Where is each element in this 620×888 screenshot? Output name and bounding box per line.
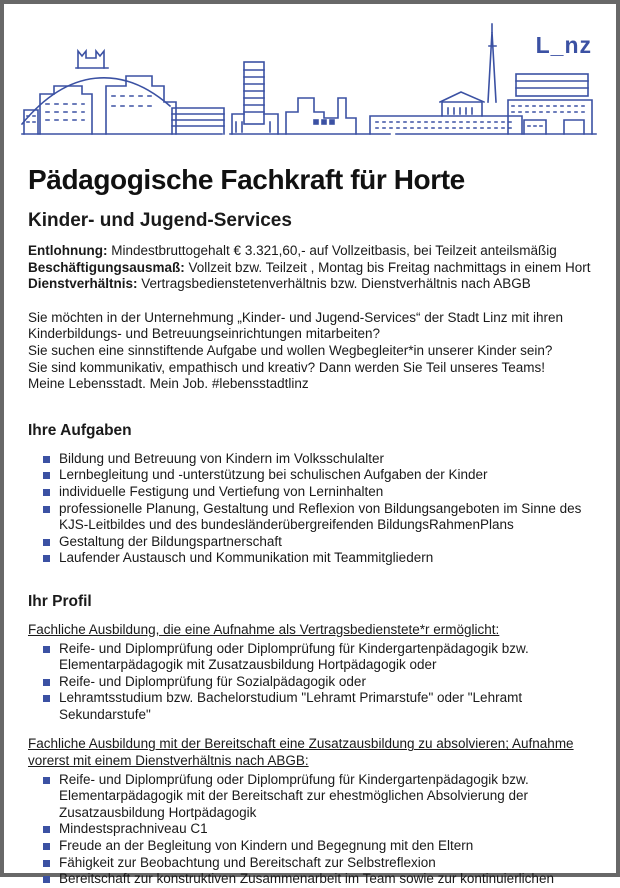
intro-line: Meine Lebensstadt. Mein Job. #lebensstadtlinz <box>28 376 309 392</box>
intro-line: Sie suchen eine sinnstiftende Aufgabe und wollen Wegbegleiter*in unserer Kinder sein? <box>28 342 553 358</box>
square-bullet-icon <box>43 843 50 850</box>
square-bullet-icon <box>43 695 50 702</box>
list-item-text: Mindestsprachniveau C1 <box>59 821 208 837</box>
meta-label: Beschäftigungsausmaß: <box>28 259 185 275</box>
intro-line: Sie sind kommunikativ, empathisch und kreativ? Dann werden Sie Teil unseres Teams! <box>28 359 546 375</box>
square-bullet-icon <box>43 826 50 833</box>
square-bullet-icon <box>43 506 50 513</box>
square-bullet-icon <box>43 555 50 562</box>
list-item-text: professionelle Planung, Gestaltung und Reflexion von Bildungsangeboten im Sinne des KJS-Leitbildes und des bundesländerübergreifenden BildungsRahmenPlans <box>59 500 582 533</box>
list-item <box>28 451 592 468</box>
list-item <box>28 821 592 838</box>
square-bullet-icon <box>43 860 50 867</box>
bullet-list <box>28 641 592 724</box>
meta-line <box>28 260 592 277</box>
list-item <box>28 871 592 888</box>
list-item <box>28 772 592 822</box>
list-item <box>28 855 592 872</box>
list-item <box>28 550 592 567</box>
list-item <box>28 467 592 484</box>
header-banner <box>18 16 602 140</box>
list-item-text: Freude an der Begleitung von Kindern und Begegnung mit den Eltern <box>59 838 474 854</box>
profil-group-1 <box>28 622 592 724</box>
bullet-list <box>28 772 592 888</box>
intro-paragraph <box>28 310 592 393</box>
list-item-text: Reife- und Diplomprüfung oder Diplomprüfung für Kindergartenpädagogik bzw. Elementarpädagogik mit Zusatzausbildung Hortpädagogik oder <box>59 640 529 673</box>
list-item-text: Gestaltung der Bildungspartnerschaft <box>59 533 282 549</box>
list-item <box>28 674 592 691</box>
job-meta-block <box>28 243 592 293</box>
section-heading: Ihre Aufgaben <box>28 421 132 439</box>
list-item <box>28 641 592 674</box>
meta-line <box>28 276 592 293</box>
section-heading: Ihr Profil <box>28 592 92 610</box>
section-profil <box>28 593 592 888</box>
meta-value: Vertragsbedienstetenverhältnis bzw. Dienstverhältnis nach ABGB <box>137 276 531 292</box>
list-item-text: Reife- und Diplomprüfung für Sozialpädagogik oder <box>59 673 366 689</box>
meta-label: Entlohnung: <box>28 243 108 258</box>
square-bullet-icon <box>43 777 50 784</box>
linz-skyline-illustration <box>18 16 602 140</box>
list-item-text: Lernbegleitung und -unterstützung bei schulischen Aufgaben der Kinder <box>59 467 488 483</box>
list-item <box>28 534 592 551</box>
square-bullet-icon <box>43 489 50 496</box>
list-item <box>28 838 592 855</box>
bullet-list <box>28 451 592 567</box>
linz-logo: L_nz <box>535 32 592 58</box>
square-bullet-icon <box>43 539 50 546</box>
square-bullet-icon <box>43 456 50 463</box>
list-item-text: Lehramtsstudium bzw. Bachelorstudium "Lehramt Primarstufe" oder "Lehramt Sekundarstufe" <box>59 690 523 722</box>
meta-value: Vollzeit bzw. Teilzeit , Montag bis Freitag nachmittags in einem Hort <box>184 259 591 275</box>
square-bullet-icon <box>43 876 50 883</box>
list-item-text: Fähigkeit zur Beobachtung und Bereitschaft zur Selbstreflexion <box>59 854 436 870</box>
square-bullet-icon <box>43 472 50 479</box>
list-item-text: individuelle Festigung und Vertiefung von Lerninhalten <box>59 483 384 499</box>
list-item <box>28 484 592 501</box>
meta-label: Dienstverhältnis: <box>28 276 138 292</box>
list-item-text: Bereitschaft zur konstruktiven Zusammenarbeit im Team sowie zur kontinuierlichen <box>59 871 554 887</box>
group-intro: Fachliche Ausbildung, die eine Aufnahme als Vertragsbedienstete*r ermöglicht: <box>28 621 500 637</box>
square-bullet-icon <box>43 679 50 686</box>
list-item <box>28 501 592 534</box>
list-item-text: Laufender Austausch und Kommunikation mit Teammitgliedern <box>59 550 434 566</box>
intro-line: Sie möchten in der Unternehmung „Kinder- und Jugend-Services“ der Stadt Linz mit ihren Kinderbildungs- und Betreuungseinrichtungen mitarbeiten? <box>28 309 564 342</box>
list-item-text: Reife- und Diplomprüfung oder Diplomprüfung für Kindergartenpädagogik bzw. Elementarpädagogik mit der Bereitschaft zur ehestmöglichen Absolvierung der Zusatzausbildung Hortpädagogik <box>59 771 529 820</box>
list-item-text: Bildung und Betreuung von Kindern im Volksschulalter <box>59 450 384 466</box>
section-aufgaben <box>28 422 592 567</box>
page-subtitle: Kinder- und Jugend-Services <box>28 210 292 231</box>
profil-group-2 <box>28 736 592 887</box>
group-intro: Fachliche Ausbildung mit der Bereitschaft eine Zusatzausbildung zu absolvieren; Aufnahme vorerst mit einem Dienstverhältnis nach ABGB: <box>28 736 574 769</box>
meta-value: Mindestbruttogehalt € 3.321,60,- auf Vollzeitbasis, bei Teilzeit anteilsmäßig <box>107 243 557 258</box>
square-bullet-icon <box>43 646 50 653</box>
meta-line <box>28 243 592 260</box>
document-body <box>4 164 616 888</box>
list-item <box>28 690 592 723</box>
page-title: Pädagogische Fachkraft für Horte <box>28 164 465 195</box>
